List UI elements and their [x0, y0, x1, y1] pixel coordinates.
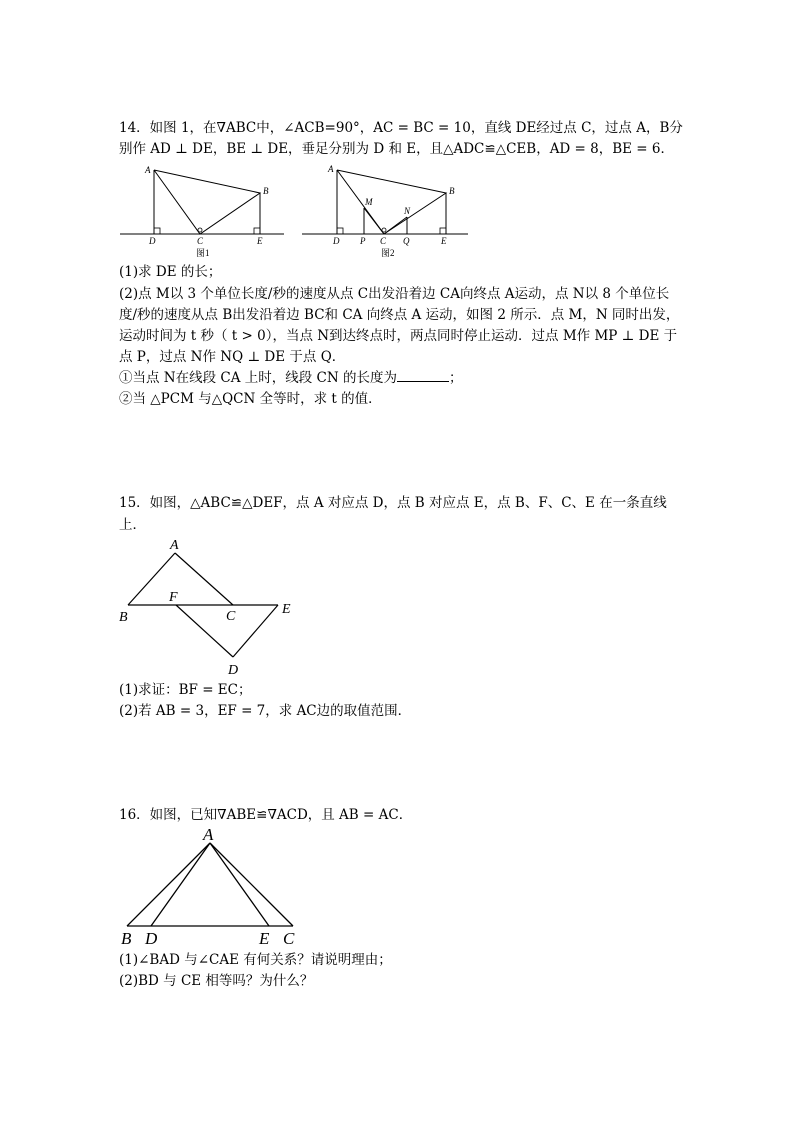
fig15-label-b: B: [119, 610, 128, 625]
q14-part1: (1)求 DE 的长；: [119, 264, 222, 280]
fig16-segment-ae: [210, 843, 269, 926]
fig2-label-p: P: [360, 236, 366, 246]
fig1-triangle-abc: [154, 170, 260, 234]
fig16-segment-ac: [210, 843, 293, 926]
q14-figure-1: [118, 160, 288, 260]
q14-sub2: ②当 △PCM 与△QCN 全等时，求 t 的值．: [119, 391, 382, 407]
fig15-segment-ab: [128, 553, 175, 605]
fig16-label-e: E: [259, 929, 270, 948]
fig2-right-angle-d: [337, 228, 343, 234]
fig2-label-c: C: [380, 236, 387, 246]
fig2-caption: 图2: [381, 248, 395, 258]
fig15-segment-fd: [176, 605, 233, 657]
fig16-label-c: C: [283, 929, 295, 948]
fig15-label-f: F: [169, 590, 178, 605]
fig15-label-c: C: [226, 609, 236, 624]
fig2-label-n: N: [404, 206, 411, 216]
q14-part2-line1: (2)点 M以 3 个单位长度/秒的速度从点 C出发沿着边 CA向终点 A运动，点 N以 8 个单位长: [119, 286, 670, 302]
fig2-segment-mc: [364, 208, 384, 234]
fig2-label-e: E: [441, 236, 447, 246]
fig16-label-b: B: [121, 929, 132, 948]
fig2-label-a: A: [328, 164, 334, 174]
fig1-right-angle-d: [154, 228, 160, 234]
q14-part2-line4: 点 P，过点 N作 NQ ⊥ DE 于点 Q．: [119, 349, 346, 365]
q14-sub1-end: ；: [449, 370, 463, 386]
fig1-label-b: B: [263, 186, 269, 196]
fig2-label-q: Q: [403, 236, 410, 246]
fig15-label-e: E: [282, 602, 291, 617]
fig2-segment-cn: [384, 217, 407, 234]
answer-blank[interactable]: [397, 369, 449, 382]
fig1-label-e: E: [257, 236, 263, 246]
q16-figure: [115, 824, 310, 949]
fig15-segment-de: [233, 605, 278, 657]
q14-stem-line1: 14．如图 1，在∇ABC中，∠ACB=90°，AC = BC = 10，直线 DE经过点 C，过点 A，B分: [119, 120, 683, 136]
q15-part1: (1)求证：BF = EC；: [119, 682, 252, 698]
q15-figure: [115, 533, 305, 681]
q14-part2-line3: 运动时间为 t 秒（ t > 0），当点 N到达终点时，两点同时停止运动．过点 M作 MP ⊥ DE 于: [119, 328, 678, 344]
q14-figure-2: [300, 160, 475, 260]
fig1-right-angle-e: [254, 228, 260, 234]
fig2-right-angle-e: [440, 228, 446, 234]
fig1-label-d: D: [149, 236, 156, 246]
fig2-label-m: M: [365, 197, 373, 207]
fig16-segment-ab: [127, 843, 210, 926]
fig16-segment-ad: [151, 843, 210, 926]
fig2-right-angle-c: [382, 228, 386, 232]
q14-sub1-text: ①当点 N在线段 CA 上时，线段 CN 的长度为: [119, 370, 397, 386]
fig1-right-angle-c: [198, 228, 202, 232]
fig1-label-c: C: [197, 236, 204, 246]
fig15-label-a: A: [170, 538, 179, 553]
q15-stem-line2: 上．: [119, 517, 146, 533]
q16-part2: (2)BD 与 CE 相等吗？为什么？: [119, 973, 314, 989]
fig16-label-d: D: [145, 929, 158, 948]
q15-stem-line1: 15．如图，△ABC≌△DEF，点 A 对应点 D，点 B 对应点 E，点 B、F、C、E 在一条直线: [119, 495, 667, 511]
fig15-label-d: D: [228, 663, 239, 678]
fig16-label-a: A: [203, 825, 214, 844]
q16-part1: (1)∠BAD 与∠CAE 有何关系？请说明理由；: [119, 952, 392, 968]
q14-stem-line2: 别作 AD ⊥ DE，BE ⊥ DE，垂足分别为 D 和 E，且△ADC≌△CEB，AD = 8，BE = 6．: [119, 141, 675, 157]
q14-sub1: [119, 368, 463, 388]
fig1-label-a: A: [145, 165, 151, 175]
fig2-triangle-abc: [337, 170, 446, 234]
q15-part2: (2)若 AB = 3，EF = 7，求 AC边的取值范围．: [119, 703, 412, 719]
fig2-label-d: D: [333, 236, 340, 246]
q16-stem: 16．如图，已知∇ABE≌∇ACD，且 AB = AC．: [119, 807, 413, 823]
fig15-segment-ac: [175, 553, 233, 605]
q14-part2-line2: 度/秒的速度从点 B出发沿着边 BC和 CA 向终点 A 运动，如图 2 所示．点 M，N 同时出发，: [119, 307, 680, 323]
fig2-label-b: B: [449, 186, 455, 196]
fig1-caption: 图1: [196, 248, 210, 258]
